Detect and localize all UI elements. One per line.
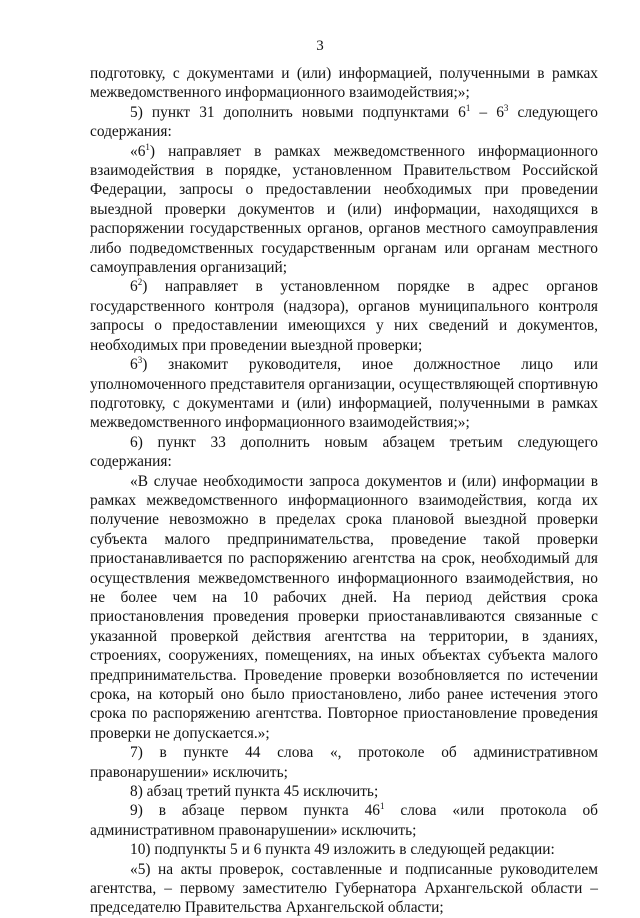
paragraph-subitem-5: «5) на акты проверок, составленные и подписанные руководителем агентства, – первому заместителю Губернатора Архангельской области – председателю Правительства Архангельской области; bbox=[90, 860, 598, 917]
paragraph-item-8: 8) абзац третий пункта 45 исключить; bbox=[130, 783, 379, 801]
page-number: 3 bbox=[316, 38, 324, 54]
paragraph-item-7: 7) в пункте 44 слова «, протоколе об административном правонарушении» исключить; bbox=[90, 744, 598, 781]
paragraph-item-9: 9) в абзаце первом пункта $46^1$ слова «или протокола об административном правонарушении» исключить; bbox=[90, 801, 598, 839]
paragraph-continuation: подготовку, с документами и (или) информацией, полученными в рамках межведомственного информационного взаимодействия;»; bbox=[90, 65, 598, 102]
paragraph-item-5: 5) пункт 31 дополнить новыми подпунктами $6^1 - 6^3$ следующего содержания: bbox=[90, 102, 598, 141]
paragraph-quoted-text: «В случае необходимости запроса документов и (или) информации в рамках межведомственного информационного взаимодействия, когда их получение невозможно в пределах срока плановой выездной проверки субъекта малого предпринимательства, проведение такой проверки приостанавливается по распоряжению агентства на срок, необходимый для осуществления межведомственного информационного взаимодействия, но не более чем на 10 рабочих дней. На период действия срока приостановления проведения проверки приостанавливаются связанные с указанной проверкой действия агентства на территории, в зданиях, строениях, сооружениях, помещениях, на иных объектах субъекта малого предпринимательства. Проведение проверки возобновляется по истечении срока, на который оно было приостановлено, либо ранее истечения этого срока по распоряжению агентства. Повторное приостановление проведения проверки не допускается.»; bbox=[90, 472, 598, 742]
document-body bbox=[90, 64, 598, 918]
paragraph-subitem-6-3: $6^3$) знакомит руководителя, иное должностное лицо или уполномоченного представителя организации, осуществляющей спортивную подготовку, с документами и (или) информацией, полученными в рамках межведомственного информационного взаимодействия;»; bbox=[90, 355, 598, 432]
paragraph-item-6: 6) пункт 33 дополнить новым абзацем третьим следующего содержания: bbox=[90, 433, 598, 471]
paragraph-item-10: 10) подпункты 5 и 6 пункта 49 изложить в следующей редакции: bbox=[130, 841, 555, 859]
paragraph-subitem-6-2: $6^2$) направляет в установленном порядке в адрес органов государственного контроля (надзора), органов муниципального контроля запросы о предоставлении имеющихся у них сведений и документов, необходимых при проведении выездной проверки; bbox=[90, 277, 598, 354]
paragraph-subitem-6-1: «$6^1$) направляет в рамках межведомственного информационного взаимодействия в порядке, установленном Правительством Российской Федерации, запросы о предоставлении необходимых при проведении выездной проверки документов и (или) информации, находящихся в распоряжении государственных органов, органов местного самоуправления либо подведомственных государственным органам или органам местного самоуправления организаций; bbox=[90, 141, 598, 277]
